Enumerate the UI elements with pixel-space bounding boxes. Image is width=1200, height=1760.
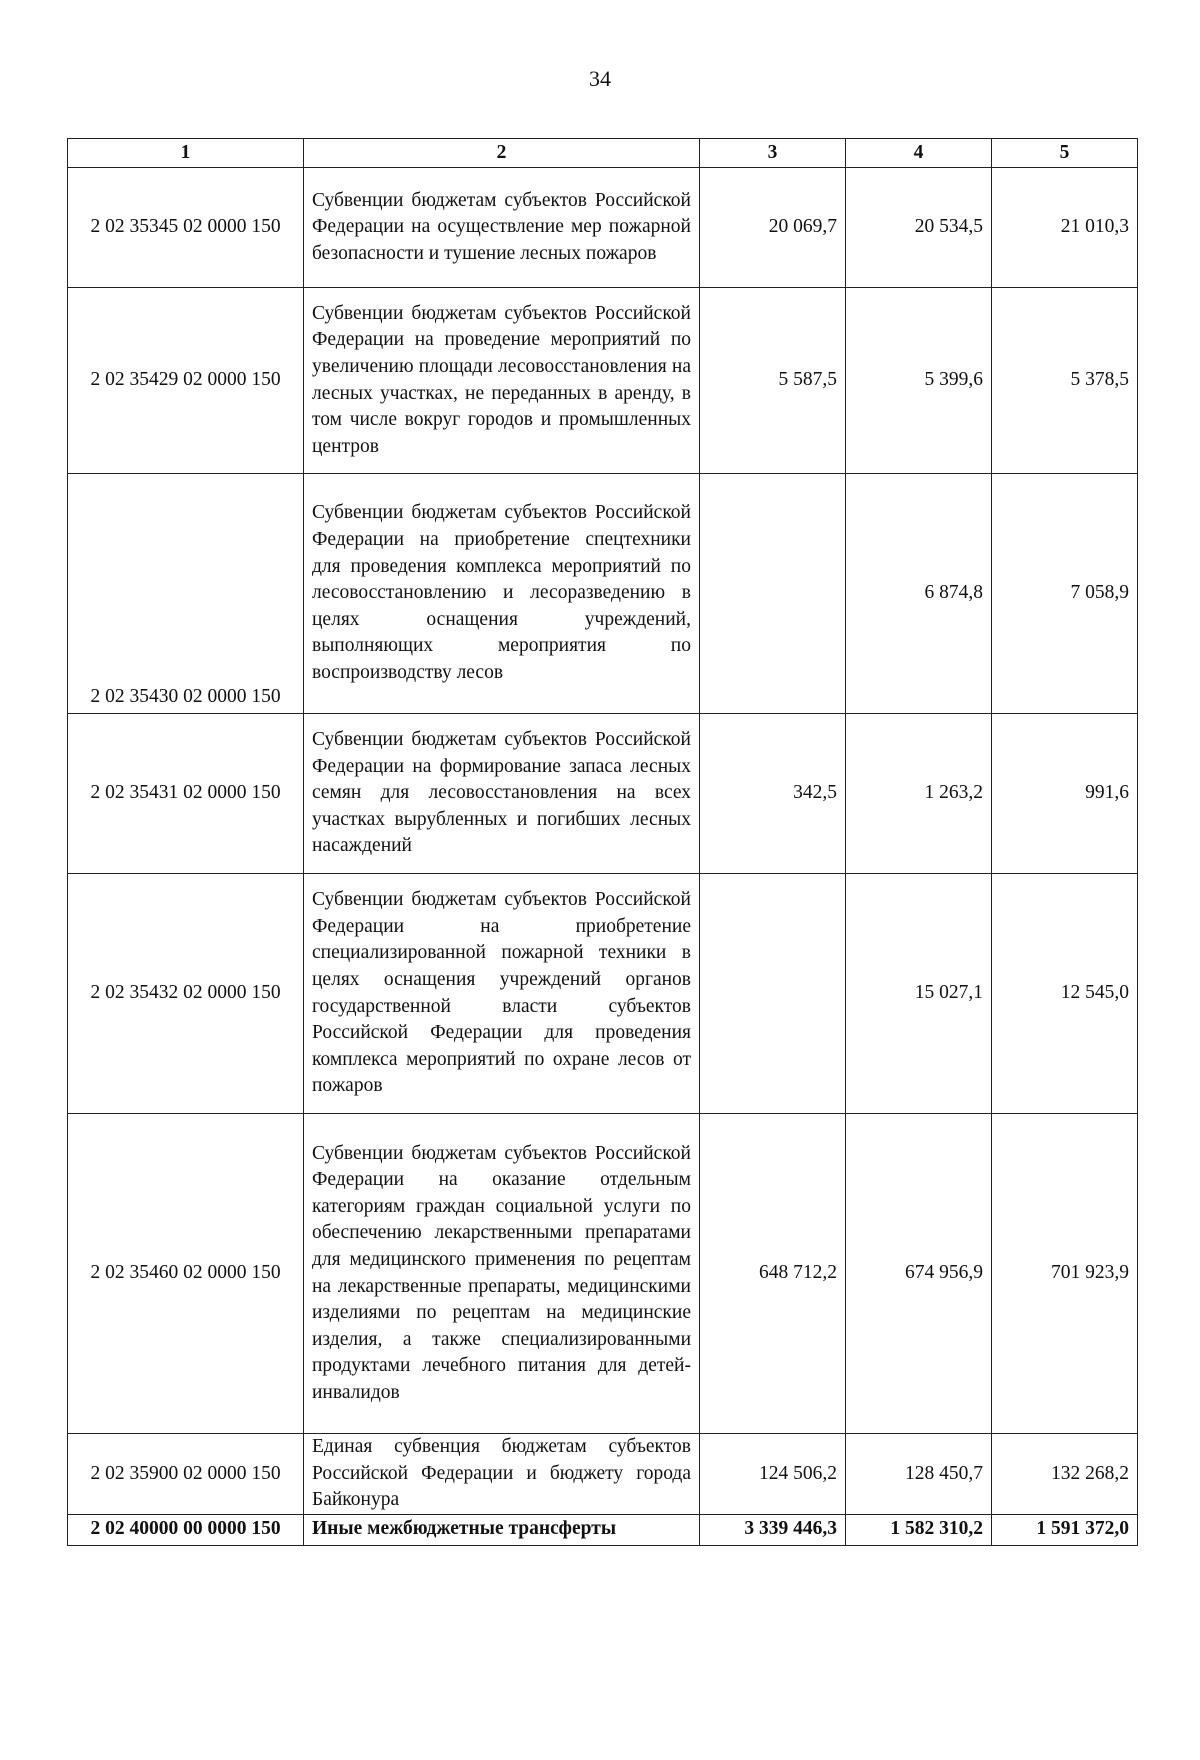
value-col3: 124 506,2: [700, 1434, 846, 1515]
value-col3: 5 587,5: [700, 288, 846, 474]
total-description: Иные межбюджетные трансферты: [304, 1514, 700, 1545]
column-header-5: 5: [992, 139, 1138, 168]
budget-code: 2 02 35900 02 0000 150: [68, 1434, 304, 1515]
value-col5: 5 378,5: [992, 288, 1138, 474]
budget-code: 2 02 35430 02 0000 150: [68, 474, 304, 714]
value-col5: 701 923,9: [992, 1114, 1138, 1434]
table-row: [68, 288, 1138, 474]
total-budget-code: 2 02 40000 00 0000 150: [68, 1514, 304, 1545]
budget-code: 2 02 35431 02 0000 150: [68, 714, 304, 874]
value-col4: 128 450,7: [846, 1434, 992, 1515]
row-description: Субвенции бюджетам субъектов Российской Федерации на осуществление мер пожарной безопасности и тушение лесных пожаров: [304, 168, 700, 288]
column-header-3: 3: [700, 139, 846, 168]
budget-code: 2 02 35345 02 0000 150: [68, 168, 304, 288]
table-row: [68, 714, 1138, 874]
value-col3: 342,5: [700, 714, 846, 874]
budget-code: 2 02 35432 02 0000 150: [68, 874, 304, 1114]
value-col5: 12 545,0: [992, 874, 1138, 1114]
total-value-col4: 1 582 310,2: [846, 1514, 992, 1545]
budget-code: 2 02 35429 02 0000 150: [68, 288, 304, 474]
table-row: [68, 1114, 1138, 1434]
row-description: Субвенции бюджетам субъектов Российской Федерации на проведение мероприятий по увеличению площади лесовосстановления на лесных участках, не переданных в аренду, в том числе вокруг городов и промышленных центров: [304, 288, 700, 474]
column-header-2: 2: [304, 139, 700, 168]
budget-code: 2 02 35460 02 0000 150: [68, 1114, 304, 1434]
row-description: Субвенции бюджетам субъектов Российской Федерации на приобретение специализированной пожарной техники в целях оснащения учреждений органов государственной власти субъектов Российской Федерации для проведения комплекса мероприятий по охране лесов от пожаров: [304, 874, 700, 1114]
value-col3: 20 069,7: [700, 168, 846, 288]
budget-table: [67, 138, 1138, 1546]
value-col4: 674 956,9: [846, 1114, 992, 1434]
total-value-col5: 1 591 372,0: [992, 1514, 1138, 1545]
value-col5: 7 058,9: [992, 474, 1138, 714]
value-col4: 1 263,2: [846, 714, 992, 874]
value-col3: [700, 474, 846, 714]
row-description: Субвенции бюджетам субъектов Российской Федерации на приобретение спецтехники для проведения комплекса мероприятий по лесовосстановлению и лесоразведению в целях оснащения учреждений, выполняющих мероприятия по воспроизводству лесов: [304, 474, 700, 714]
column-header-4: 4: [846, 139, 992, 168]
value-col3: [700, 874, 846, 1114]
column-header-1: 1: [68, 139, 304, 168]
value-col4: 20 534,5: [846, 168, 992, 288]
page-number: 34: [589, 66, 611, 91]
table-row: [68, 474, 1138, 714]
row-description: Субвенции бюджетам субъектов Российской Федерации на оказание отдельным категориям граждан социальной услуги по обеспечению лекарственными препаратами для медицинского применения по рецептам на лекарственные препараты, медицинскими изделиями по рецептам на медицинские изделия, а также специализированными продуктами лечебного питания для детей-инвалидов: [304, 1114, 700, 1434]
total-row: [68, 1514, 1138, 1545]
table-header-row: [68, 139, 1138, 168]
value-col5: 991,6: [992, 714, 1138, 874]
table-row: [68, 168, 1138, 288]
total-value-col3: 3 339 446,3: [700, 1514, 846, 1545]
row-description: Единая субвенция бюджетам субъектов Российской Федерации и бюджету города Байконура: [304, 1434, 700, 1515]
table-row: [68, 1434, 1138, 1515]
value-col4: 5 399,6: [846, 288, 992, 474]
row-description: Субвенции бюджетам субъектов Российской Федерации на формирование запаса лесных семян для лесовосстановления на всех участках вырубленных и погибших лесных насаждений: [304, 714, 700, 874]
value-col4: 15 027,1: [846, 874, 992, 1114]
value-col4: 6 874,8: [846, 474, 992, 714]
table-row: [68, 874, 1138, 1114]
value-col5: 21 010,3: [992, 168, 1138, 288]
value-col5: 132 268,2: [992, 1434, 1138, 1515]
value-col3: 648 712,2: [700, 1114, 846, 1434]
